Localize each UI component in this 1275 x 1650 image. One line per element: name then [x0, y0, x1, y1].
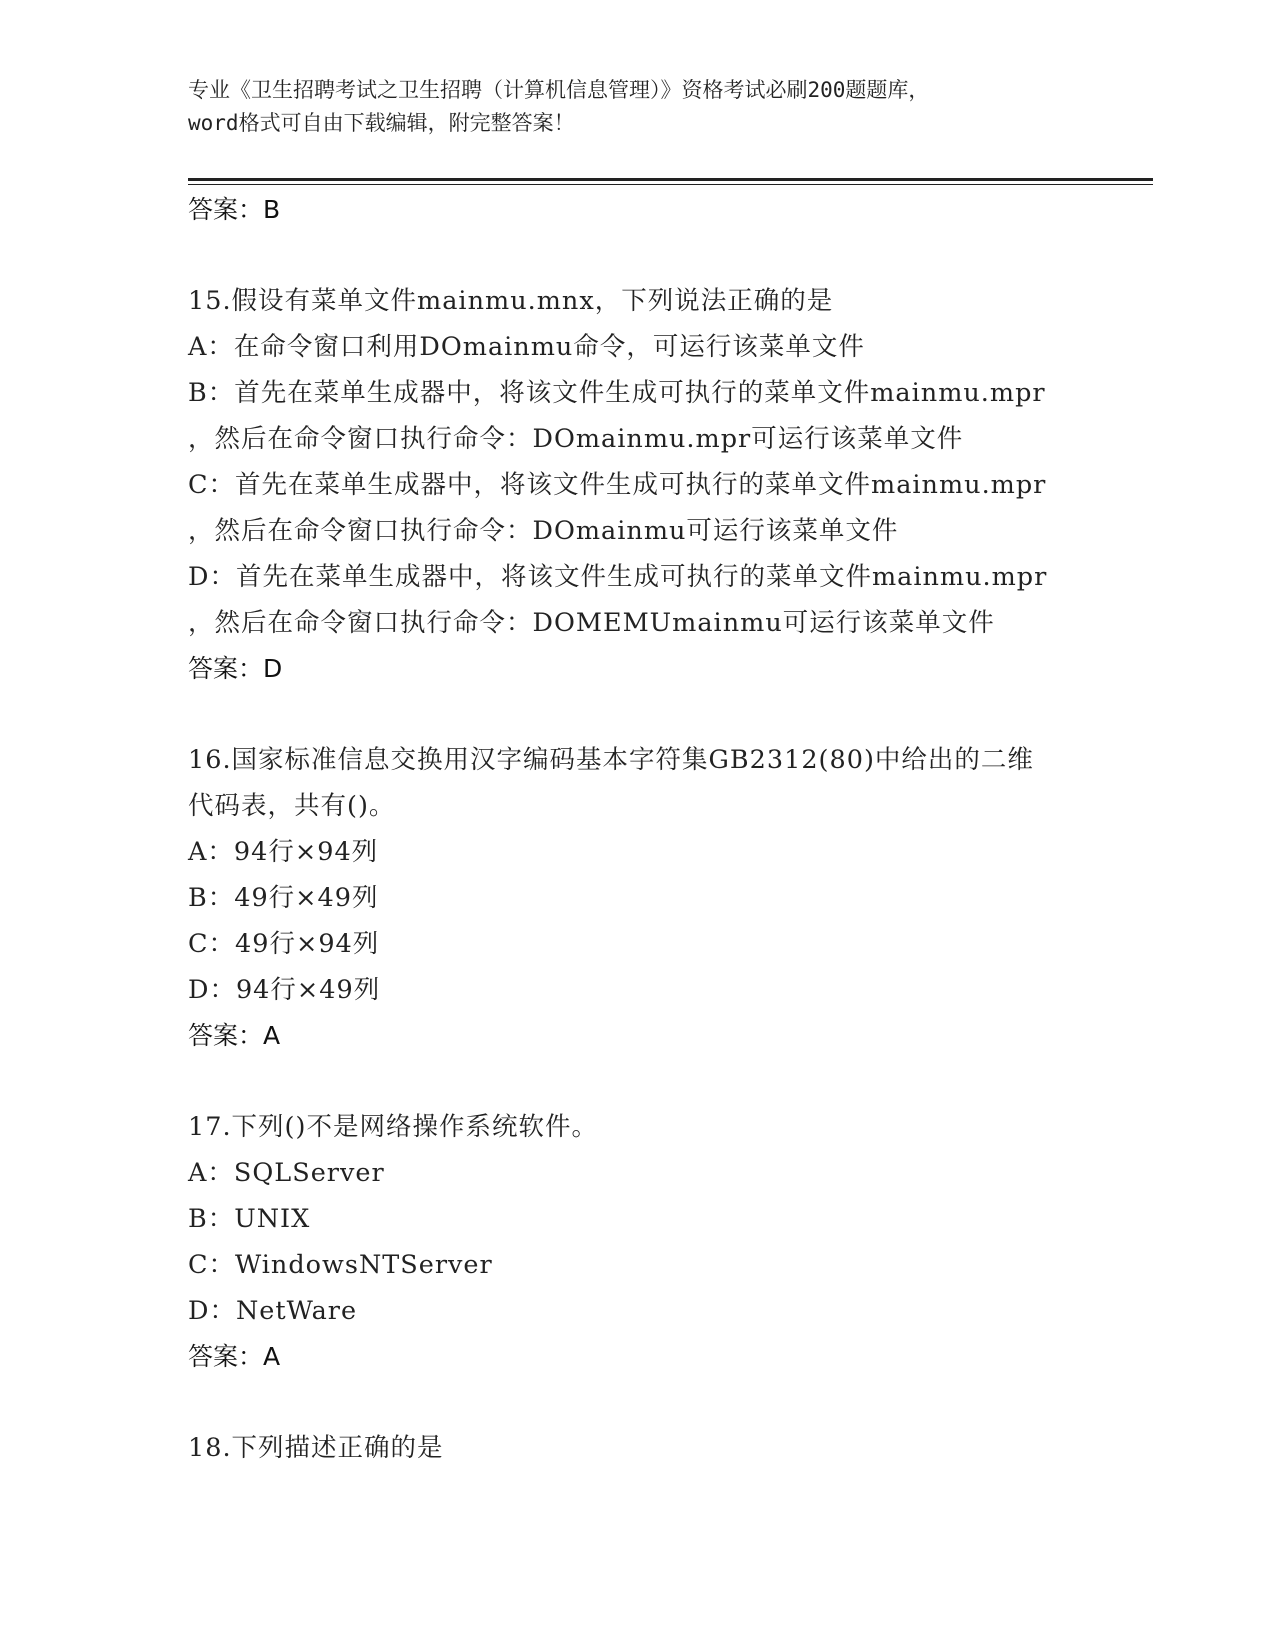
question-list — [188, 187, 1188, 1471]
header-title-line-1: 专业《卫生招聘考试之卫生招聘（计算机信息管理）》资格考试必刷200题题库， — [188, 78, 930, 102]
question-15-option-b: B：首先在菜单生成器中，将该文件生成可执行的菜单文件mainmu.mpr — [188, 378, 1046, 408]
header-divider-thin — [188, 184, 1153, 185]
question-17 — [188, 1104, 1188, 1380]
answer-q14: 答案：B — [188, 195, 281, 224]
question-17-option-c: C：WindowsNTServer — [188, 1250, 493, 1280]
question-16-option-d: D：94行×49列 — [188, 975, 381, 1005]
question-16-option-b: B：49行×49列 — [188, 883, 379, 913]
question-17-stem: 17.下列()不是网络操作系统软件。 — [188, 1112, 598, 1142]
question-16-option-c: C：49行×94列 — [188, 929, 380, 959]
question-15-option-a: A：在命令窗口利用DOmainmu命令，可运行该菜单文件 — [188, 332, 865, 362]
question-15 — [188, 278, 1188, 692]
question-18 — [188, 1425, 1188, 1471]
question-15-option-c-cont: ，然后在命令窗口执行命令：DOmainmu可运行该菜单文件 — [188, 516, 899, 546]
question-17-answer: 答案：A — [188, 1342, 281, 1371]
question-15-option-d-cont: ，然后在命令窗口执行命令：DOMEMUmainmu可运行该菜单文件 — [188, 608, 995, 638]
question-16 — [188, 737, 1188, 1059]
question-15-answer: 答案：D — [188, 654, 283, 683]
question-16-stem: 16.国家标准信息交换用汉字编码基本字符集GB2312(80)中给出的二维 — [188, 745, 1034, 775]
spacer — [188, 692, 1188, 737]
spacer — [188, 233, 1188, 278]
page-header — [188, 74, 1088, 140]
question-17-option-b: B：UNIX — [188, 1204, 311, 1234]
spacer — [188, 1380, 1188, 1425]
question-17-option-a: A：SQLServer — [188, 1158, 385, 1188]
question-15-option-d: D：首先在菜单生成器中，将该文件生成可执行的菜单文件mainmu.mpr — [188, 562, 1048, 592]
question-16-stem-cont: 代码表，共有()。 — [188, 791, 396, 821]
spacer — [188, 1059, 1188, 1104]
question-15-stem: 15.假设有菜单文件mainmu.mnx，下列说法正确的是 — [188, 286, 834, 316]
question-16-option-a: A：94行×94列 — [188, 837, 379, 867]
header-title-line-2: word格式可自由下载编辑，附完整答案！ — [188, 111, 575, 135]
question-15-option-b-cont: ，然后在命令窗口执行命令：DOmainmu.mpr可运行该菜单文件 — [188, 424, 964, 454]
question-17-option-d: D：NetWare — [188, 1296, 358, 1326]
question-18-stem: 18.下列描述正确的是 — [188, 1433, 444, 1463]
question-15-option-c: C：首先在菜单生成器中，将该文件生成可执行的菜单文件mainmu.mpr — [188, 470, 1047, 500]
question-16-answer: 答案：A — [188, 1021, 281, 1050]
header-divider-thick — [188, 178, 1153, 181]
